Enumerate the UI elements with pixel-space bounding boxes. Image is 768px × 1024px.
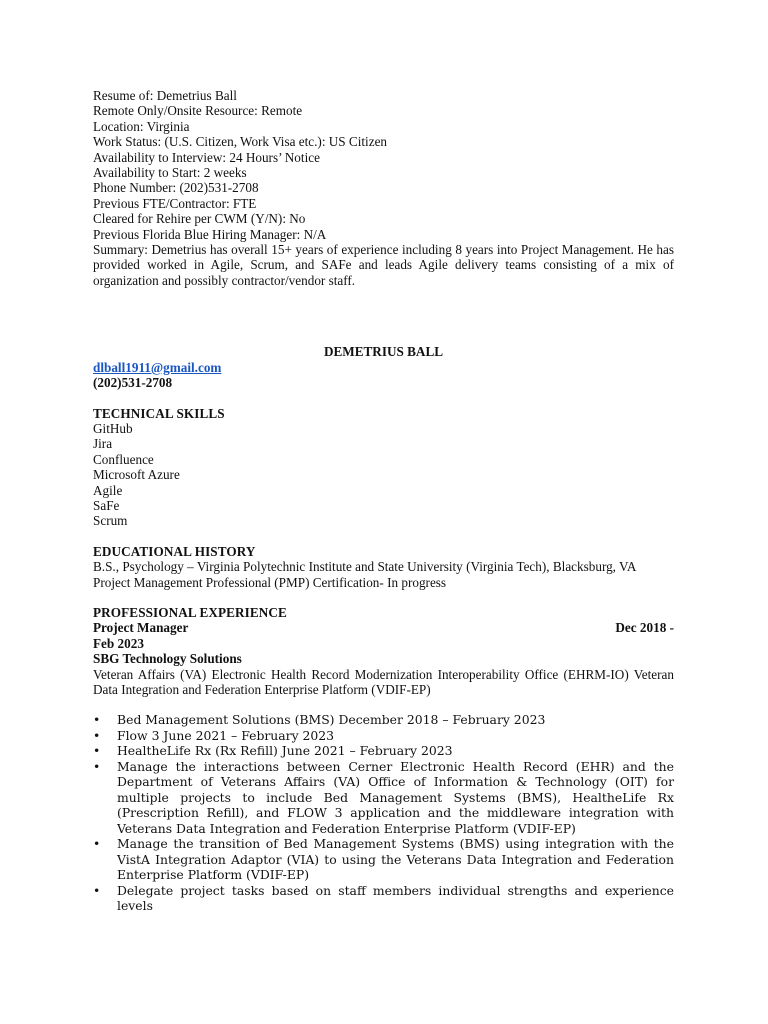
bullet-icon: • [93,882,101,898]
experience-section [93,605,674,914]
cover-line-rehire: Cleared for Rehire per CWM (Y/N): No [93,211,306,227]
list-item [93,712,674,728]
education-degree: B.S., Psychology – Virginia Polytechnic Institute and State University (Virginia Tech), Blacksburg, VA [93,559,637,575]
cover-line-work-status: Work Status: (U.S. Citizen, Work Visa etc.): US Citizen [93,134,388,150]
job-date-start: Dec 2018 - [615,620,674,636]
bullet-icon: • [93,758,101,774]
bullet-text: Manage the interactions between Cerner Electronic Health Record (EHR) and the Department of Veterans Affairs (VA) Office of Information & Technology (OIT) for multiple projects to include Bed Management Systems (BMS), HealtheLife Rx (Prescription Refill), and FLOW 3 application and the middleware integration with Veterans Data Integration and Federation Enterprise Platform (VDIF-EP) [117,758,674,836]
bullet-icon: • [93,712,101,728]
cover-line-phone: Phone Number: (202)531-2708 [93,180,259,196]
cover-line-location: Location: Virginia [93,118,190,134]
list-item [93,743,674,759]
job-company: SBG Technology Solutions [93,651,242,667]
cover-line-availability-interview: Availability to Interview: 24 Hours’ Notice [93,149,320,165]
skill-item: Agile [93,482,123,498]
skill-item: GitHub [93,420,133,436]
skill-item: Microsoft Azure [93,467,180,483]
list-item [93,759,674,837]
list-item [93,728,674,744]
bullet-text: Delegate project tasks based on staff members individual strengths and experience levels [117,882,674,914]
cover-line-resume-of: Resume of: Demetrius Ball [93,88,237,103]
cover-line-hiring-manager: Previous Florida Blue Hiring Manager: N/A [93,226,327,242]
email-link[interactable]: dlball1911@gmail.com [93,359,222,375]
skill-item: Jira [93,436,113,452]
summary-paragraph: Summary: Demetrius has overall 15+ years of experience including 8 years into Project Management. He has provided worked in Agile, Scrum, and SAFe and leads Agile delivery teams consisting of a mix of organization and possibly contractor/vendor staff. [93,242,674,288]
education-title: EDUCATIONAL HISTORY [93,543,256,559]
cover-line-previous-fte: Previous FTE/Contractor: FTE [93,195,257,211]
contact-block [93,344,674,390]
job-bullet-list [93,712,674,914]
cover-line-availability-start: Availability to Start: 2 weeks [93,165,247,181]
skills-section [93,406,674,529]
cover-info [93,88,674,288]
skill-item: Confluence [93,451,154,467]
bullet-text: Bed Management Solutions (BMS) December 2018 – February 2023 [117,712,546,728]
experience-title: PROFESSIONAL EXPERIENCE [93,604,287,620]
education-section [93,544,674,590]
contact-phone: (202)531-2708 [93,375,173,391]
skills-title: TECHNICAL SKILLS [93,405,225,421]
job-description: Veteran Affairs (VA) Electronic Health Record Modernization Interoperability Office (EHRM-IO) Veteran Data Integration and Federation Enterprise Platform (VDIF-EP) [93,666,674,697]
skill-item: Scrum [93,513,128,529]
education-certification: Project Management Professional (PMP) Certification- In progress [93,574,447,590]
list-item [93,836,674,883]
candidate-name: DEMETRIUS BALL [323,344,444,360]
bullet-text: Flow 3 June 2021 – February 2023 [117,727,335,743]
bullet-icon: • [93,836,101,852]
cover-line-remote: Remote Only/Onsite Resource: Remote [93,103,303,119]
bullet-text: HealtheLife Rx (Rx Refill) June 2021 – February 2023 [117,743,453,759]
bullet-text: Manage the transition of Bed Management Systems (BMS) using integration with the VistA Integration Adaptor (VIA) to using the Veterans Data Integration and Federation Enterprise Platform (VDIF-EP) [117,836,674,883]
resume-page [93,88,674,914]
job-header-row [93,620,674,635]
job-title: Project Manager [93,620,189,636]
bullet-icon: • [93,743,101,759]
list-item [93,883,674,914]
bullet-icon: • [93,727,101,743]
job-date-end: Feb 2023 [93,635,144,651]
skill-item: SaFe [93,497,120,513]
